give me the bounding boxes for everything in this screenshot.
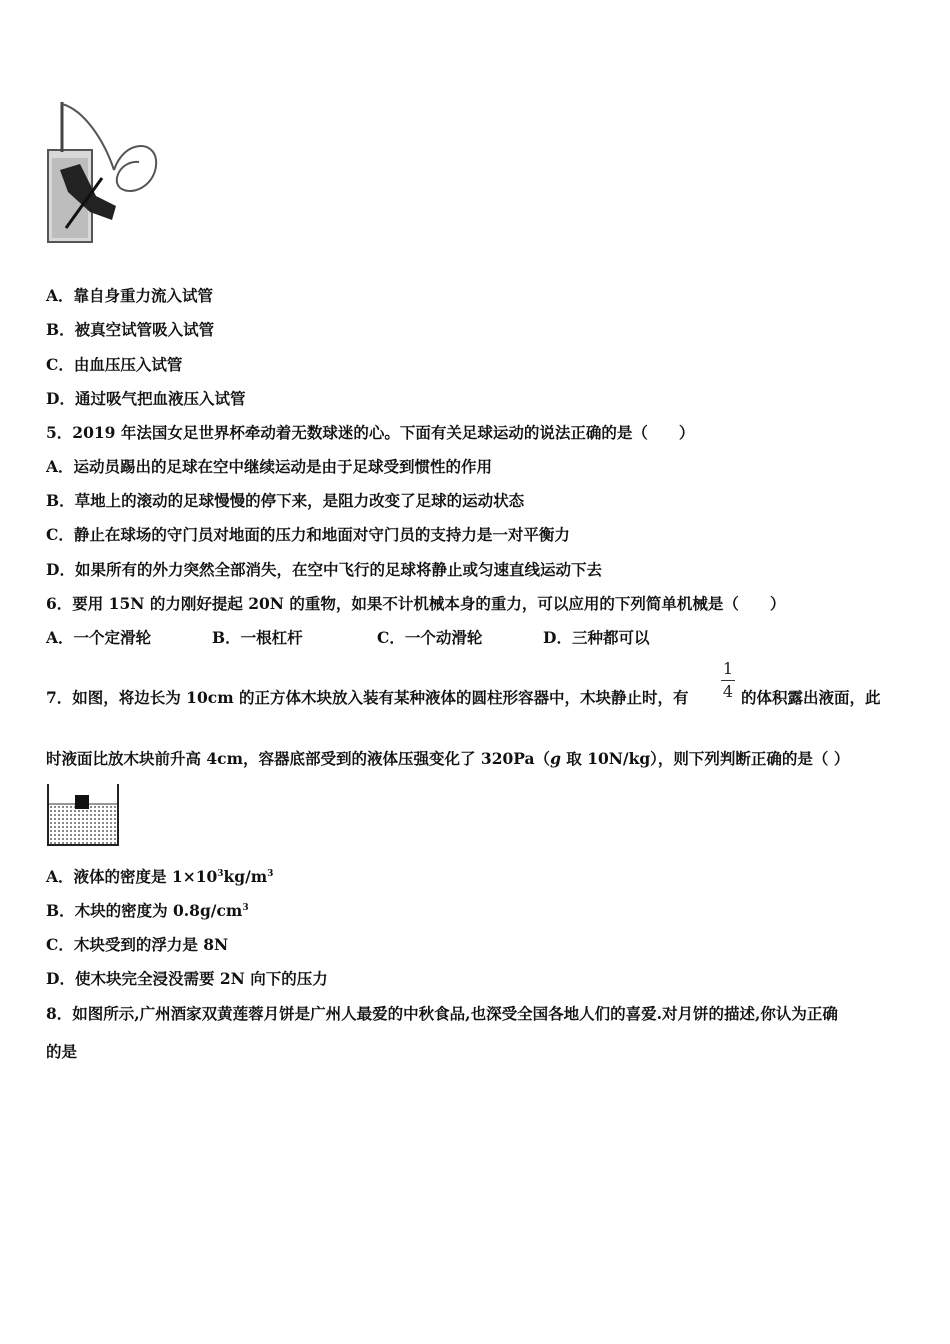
fraction-bar [721,680,735,681]
blood-collection-figure [44,100,164,248]
q6-option-c: C．一个动滑轮 [377,628,483,647]
q4-option-a: A．靠自身重力流入试管 [46,286,214,305]
fraction-numerator: 1 [722,659,734,678]
q5-option-b: B．草地上的滚动的足球慢慢的停下来，是阻力改变了足球的运动状态 [46,491,525,510]
q7-stem-line2 [46,749,849,769]
q6-option-a: A．一个定滑轮 [46,628,152,647]
exponent: 3 [267,868,274,879]
q5-stem: 5．2019 年法国女足世界杯牵动着无数球迷的心。下面有关足球运动的说法正确的是（ ） [46,423,695,442]
q7-option-b: B．木块的密度为 $0.8g/cm^3$ [46,901,249,920]
fraction-denominator: 4 [722,682,734,701]
one-quarter-fraction [718,660,738,701]
q7-stem-line1: 7．如图，将边长为 10cm 的正方体木块放入装有某种液体的圆柱形容器中，木块静止时，有 [46,688,689,707]
q5-option-a: A．运动员踢出的足球在空中继续运动是由于足球受到惯性的作用 [46,457,493,476]
q6-option-b: B．一根杠杆 [212,628,303,647]
q7-stem-line2-a: 时液面比放木块前升高 4cm，容器底部受到的液体压强变化了 320Pa（ [46,749,551,768]
q6-stem: 6．要用 15N 的力刚好提起 20N 的重物，如果不计机械本身的重力，可以应用的下列简单机械是（ ） [46,594,786,613]
q4-option-c: C．由血压压入试管 [46,355,183,374]
q4-option-d: D．通过吸气把血液压入试管 [46,389,246,408]
q7-option-c: C．木块受到的浮力是 8N [46,935,229,954]
q8-stem-line1: 8．如图所示,广州酒家双黄莲蓉月饼是广州人最爱的中秋食品,也深受全国各地人们的喜爱.对月饼的描述,你认为正确 [46,1004,838,1023]
q5-option-d: D．如果所有的外力突然全部消失，在空中飞行的足球将静止或匀速直线运动下去 [46,560,602,579]
exponent: 3 [217,868,224,879]
exponent: 3 [242,902,249,913]
q7-option-a: A．液体的密度是 $1\times 10^3kg/m^3$ [46,867,274,886]
q7-stem-line2-b: 取 10N/kg），则下列判断正确的是（ ） [560,749,850,768]
q4-option-b: B．被真空试管吸入试管 [46,320,215,339]
q8-stem-line2: 的是 [46,1042,78,1061]
q5-option-c: C．静止在球场的守门员对地面的压力和地面对守门员的支持力是一对平衡力 [46,525,570,544]
q6-option-d: D．三种都可以 [543,628,650,647]
gravity-symbol: g [550,749,561,768]
container-block-figure [46,782,120,848]
q7-stem-line1-end: 的体积露出液面，此 [741,688,881,707]
q7-option-d: D．使木块完全浸没需要 2N 向下的压力 [46,969,328,988]
